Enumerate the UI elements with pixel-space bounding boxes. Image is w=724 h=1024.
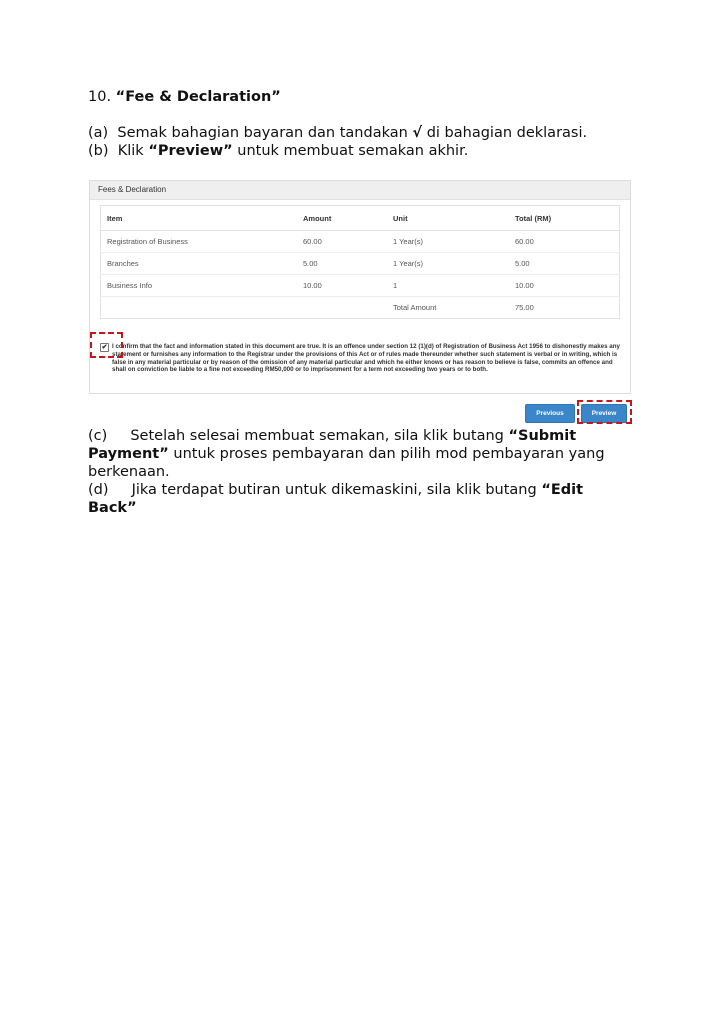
table-header-row — [101, 206, 620, 231]
table-cell: 5.00 — [297, 253, 387, 275]
total-row — [101, 297, 620, 319]
instruction-c-text: (c) Setelah selesai membuat semakan, sila klik butang — [88, 428, 509, 444]
table-cell: Business Info — [101, 275, 298, 297]
instruction-d-keyword: “Edit — [541, 482, 584, 498]
column-header: Unit — [387, 206, 509, 231]
instruction-a — [88, 124, 587, 142]
instruction-b-suffix: untuk membuat semakan akhir. — [232, 143, 469, 159]
table-cell: 1 — [387, 275, 509, 297]
instruction-b — [88, 142, 468, 160]
table-cell — [297, 297, 387, 319]
instruction-c-line2 — [88, 445, 605, 463]
table-cell: 10.00 — [297, 275, 387, 297]
step-title: “Fee & Declaration” — [115, 89, 281, 105]
table-row — [101, 275, 620, 297]
step-number: 10. — [88, 89, 112, 105]
fees-declaration-panel — [89, 180, 631, 394]
checkbox-highlight — [90, 332, 123, 358]
table-cell: Registration of Business — [101, 231, 298, 253]
step-heading — [88, 88, 281, 106]
total-value: 75.00 — [515, 303, 534, 312]
instruction-c — [88, 427, 576, 445]
declaration — [100, 343, 622, 374]
table-row — [101, 231, 620, 253]
table-row — [101, 253, 620, 275]
instruction-c-suffix: untuk proses pembayaran dan pilih mod pembayaran yang — [168, 446, 605, 462]
table-cell — [101, 297, 298, 319]
column-header: Item — [101, 206, 298, 231]
instruction-b-text: (b) Klik — [88, 143, 149, 159]
panel-header: Fees & Declaration — [90, 181, 630, 200]
table-cell: Branches — [101, 253, 298, 275]
instruction-d-keyword2: Back” — [88, 500, 137, 516]
total-label: Total Amount — [393, 303, 437, 312]
fee-table — [100, 205, 620, 319]
table-cell: 60.00 — [297, 231, 387, 253]
instruction-d-text: (d) Jika terdapat butiran untuk dikemaskini, sila klik butang — [88, 482, 542, 498]
declaration-checkbox[interactable]: ✔ — [101, 344, 108, 351]
preview-button[interactable]: Preview — [581, 404, 627, 423]
instruction-d — [88, 481, 583, 499]
preview-highlight — [577, 400, 632, 424]
table-cell: 1 Year(s) — [387, 253, 509, 275]
column-header: Total (RM) — [509, 206, 620, 231]
check-mark-icon: √ — [412, 125, 423, 141]
instruction-b-keyword: “Preview” — [148, 143, 233, 159]
instruction-a-suffix: di bahagian deklarasi. — [422, 125, 588, 141]
table-cell: 5.00 — [509, 253, 620, 275]
instruction-c-keyword2: Payment” — [88, 446, 169, 462]
instruction-d-line2 — [88, 499, 137, 517]
instruction-c-keyword: “Submit — [508, 428, 577, 444]
instruction-c-line3: berkenaan. — [88, 464, 170, 480]
declaration-text: I confirm that the fact and information stated in this document are true. It is an offence under section 12 (1)(d) of Registration of Business Act 1956 to dishonestly makes any statement or furnishes any information to the Registrar under the provisions of this Act or of rules made thereunder whether such statement is verbal or in writing, which is false in any material particular or by reason of the omission of any material particular and which he either knows or has reason to believe is false, commits an offence and shall on conviction be liable to a fine not exceeding RM50,000 or to imprisonment for a term not exceeding two years or to both. — [112, 343, 620, 374]
table-cell: 60.00 — [509, 231, 620, 253]
previous-button[interactable]: Previous — [525, 404, 575, 423]
column-header: Amount — [297, 206, 387, 231]
table-cell: 10.00 — [509, 275, 620, 297]
table-cell: 1 Year(s) — [387, 231, 509, 253]
instruction-a-text: (a) Semak bahagian bayaran dan tandakan — [88, 125, 413, 141]
